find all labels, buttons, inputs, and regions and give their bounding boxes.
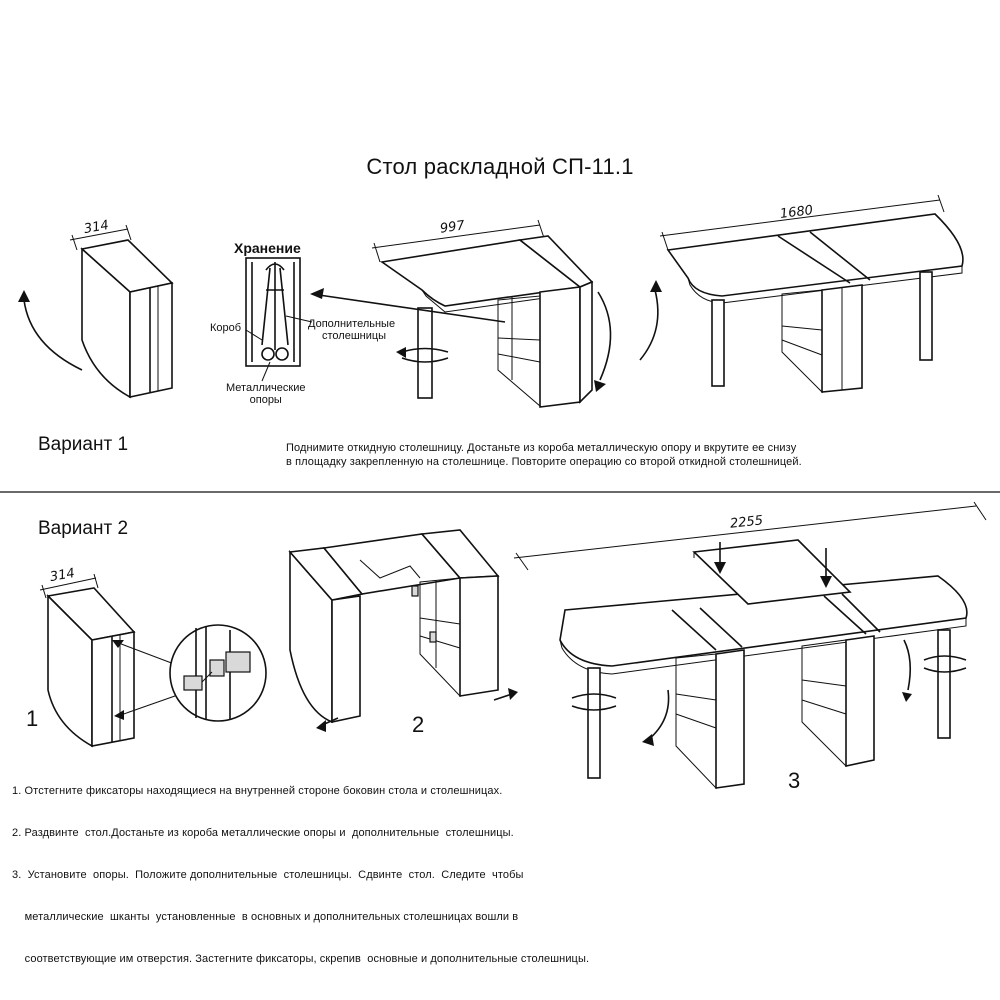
variant2-label: Вариант 2 [38,518,129,539]
v1-storage-detail [246,258,312,381]
v1-fully-open [594,195,963,392]
v2-dimension-folded: 314 [48,565,76,586]
v2-dimension-full: 2255 [729,513,764,532]
storage-heading: Хранение [234,240,301,256]
v1-dimension-one-leaf: 997 [439,218,466,237]
step-1-number: 1 [26,706,39,731]
variant1-instructions: Поднимите откидную столешницу. Достаньте из короба металлическую опору и вкрутите ее снизу в площадку закрепленную на столешнице. Повторите операцию со второй откидной столешницей. [286,442,802,468]
v2-step1-folded [40,574,266,746]
v1-folded-table [18,225,172,397]
page-title: Стол раскладной СП-11.1 [366,154,634,179]
v2-step3-assembled [514,502,986,788]
step-2-number: 2 [412,712,425,737]
v1-dimension-folded: 314 [82,217,110,238]
storage-box-label: Короб [210,322,242,334]
step-3-number: 3 [788,768,801,793]
v1-dimension-full: 1680 [779,203,814,222]
variant1-label: Вариант 1 [38,434,129,455]
variant2-instructions: 1. Отстегните фиксаторы находящиеся на внутренней стороне боковин стола и столешницах. 2. Раздвинте стол.Достаньте из короба металлические опоры и дополнительные столешницы. 3. Установите опоры. Положите дополнительные столешницы. Сдвинте стол. Следите чтобы металлические шканты установленные в основных и дополнительных столешницах вошли в соответствующие им отверстия. Застегните фиксаторы, скрепив основные и дополнительные столешницы. [12,785,590,965]
v2-step2-separating [290,530,518,732]
storage-metal-legs-label: Металлические опоры [226,382,306,406]
storage-extra-tops-label: Дополнительные столешницы [308,318,396,342]
v1-one-leaf-open [310,220,592,407]
